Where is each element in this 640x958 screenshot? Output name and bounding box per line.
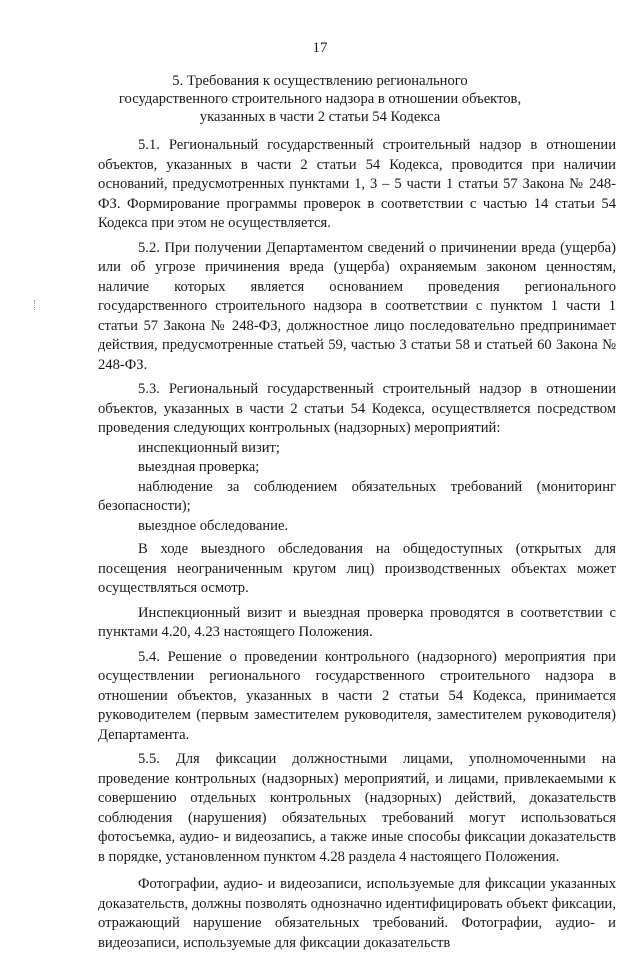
paragraph-5-2: 5.2. При получении Департаментом сведений о причинении вреда (ущерба) или об угрозе причинения вреда (ущерба) охраняемым законом ценностям, наличие которых является основанием проведения регионального государственного строительного надзора в соответствии с пунктом 1 части 1 статьи 57 Закона № 248-ФЗ, должностное лицо последовательно предпринимает действия, предусмотренные статьей 59, частью 3 статьи 58 и статьей 60 Закона № 248-ФЗ. (98, 239, 616, 373)
paragraph: Инспекционный визит и выездная проверка проводятся в соответствии с пунктами 4.20, 4.23 настоящего Положения. (98, 604, 616, 640)
list-item: инспекционный визит; (138, 439, 280, 456)
list-item: выездная проверка; (138, 459, 260, 475)
document-body (98, 136, 616, 958)
section-title-line: государственного строительного надзора в отношении объектов, (118, 91, 522, 107)
page-number: 17 (312, 40, 328, 56)
paragraph-5-3: 5.3. Региональный государственный строительный надзор в отношении объектов, указанных в части 2 статьи 54 Кодекса, осуществляется посредством проведения следующих контрольных (надзорных) мероприятий: (98, 381, 616, 436)
section-title-line: указанных в части 2 статьи 54 Кодекса (199, 109, 441, 125)
list-item: наблюдение за соблюдением обязательных требований (мониторинг безопасности); (98, 478, 616, 514)
section-title-line: 5. Требования к осуществлению регионального (172, 73, 468, 89)
paragraph: В ходе выездного обследования на общедоступных (открытых для посещения неограниченным кругом лиц) производственных объектах может осуществляться осмотр. (98, 541, 616, 596)
paragraph-5-1: 5.1. Региональный государственный строительный надзор в отношении объектов, указанных в части 2 статьи 54 Кодекса, проводится при наличии оснований, предусмотренных пунктами 1, 3 – 5 части 1 статьи 57 Закона № 248-ФЗ. Формирование программы проверок в соответствии с частью 14 статьи 54 Кодекса при этом не осуществляется. (98, 137, 616, 231)
margin-mark (34, 300, 37, 310)
list-item: выездное обследование. (138, 517, 289, 534)
paragraph-5-4: 5.4. Решение о проведении контрольного (надзорного) мероприятия при осуществлении регионального государственного строительного надзора в отношении объектов, указанных в части 2 статьи 54 Кодекса, принимается руководителем (первым заместителем руководителя, заместителем руководителя) Департамента. (98, 648, 616, 743)
paragraph-5-5: 5.5. Для фиксации должностными лицами, уполномоченными на проведение контрольных (надзорных) мероприятий, и лицами, привлекаемыми к совершению отдельных контрольных (надзорных) действий, доказательств соблюдения (нарушения) обязательных требований могут использоваться фотосъемка, аудио- и видеозапись, а также иные способы фиксации доказательств в порядке, установленном пунктом 4.28 раздела 4 настоящего Положения. (98, 751, 616, 865)
paragraph: Фотографии, аудио- и видеозаписи, используемые для фиксации указанных доказательств, должны позволять однозначно идентифицировать объект фиксации, отражающий нарушение обязательных требований. Фотографии, аудио- и видеозаписи, используемые для фиксации доказательств (98, 876, 616, 951)
section-title (60, 72, 580, 126)
